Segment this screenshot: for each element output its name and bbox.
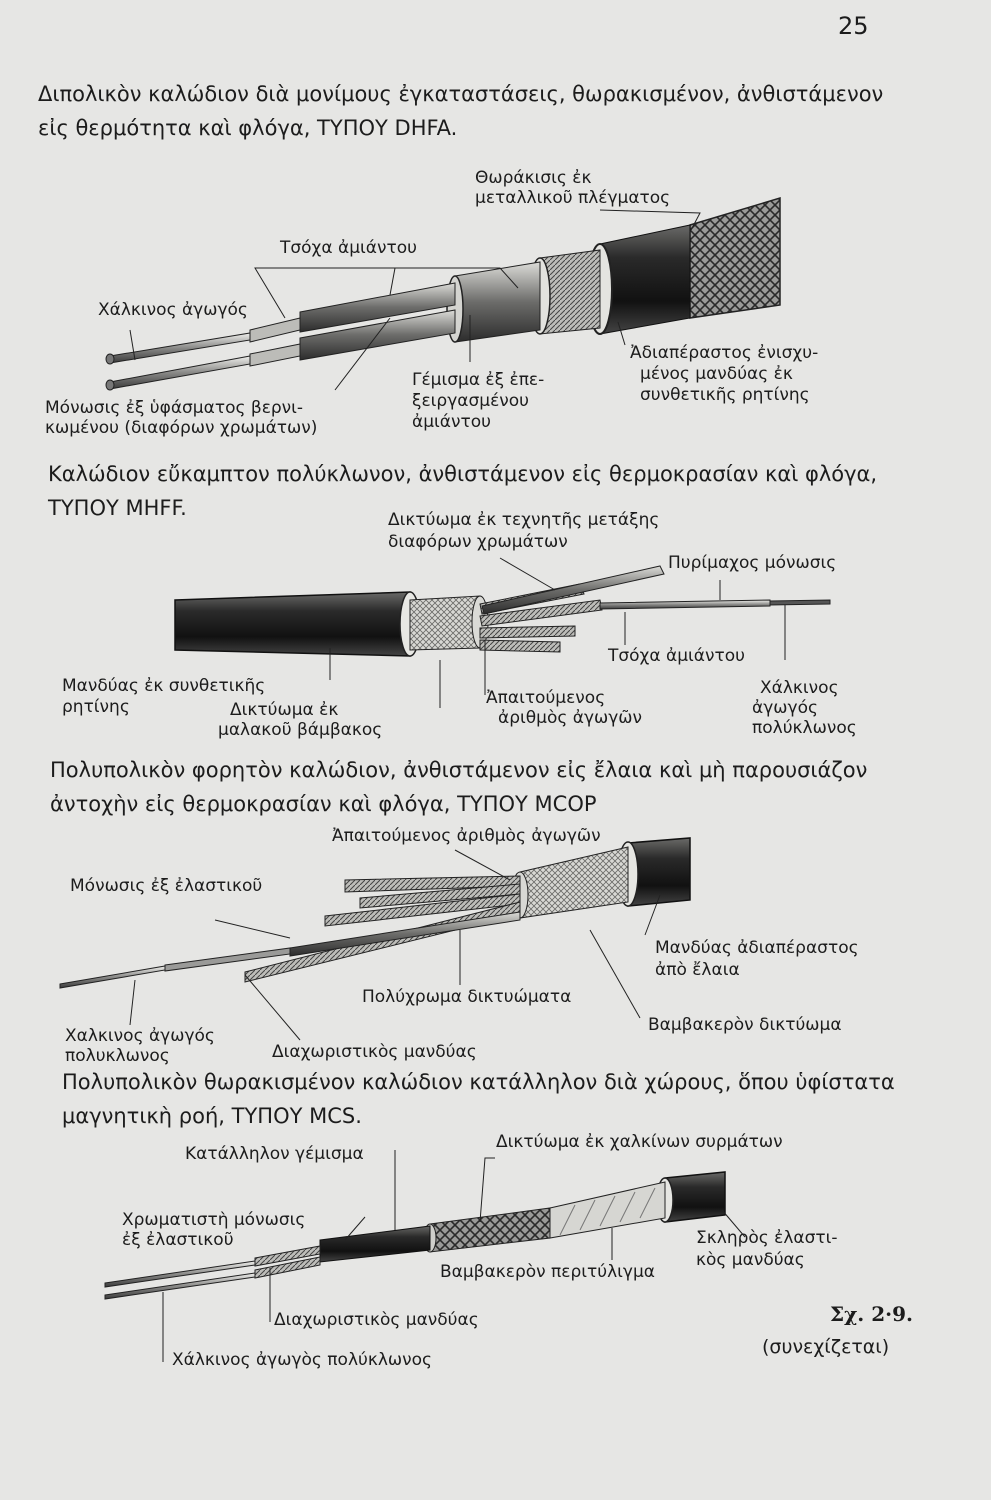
mhff-cable-drawing bbox=[175, 558, 830, 708]
mcop-label-separator: Διαχωριστικὸς μανδύας bbox=[272, 1042, 477, 1062]
dhfa-label-sheath-2: μένος μανδύας ἐκ bbox=[640, 364, 793, 384]
mcs-label-copper-braid: Δικτύωμα ἐκ χαλκίνων συρμάτων bbox=[496, 1132, 783, 1152]
dhfa-label-sheath-3: συνθετικῆς ρητίνης bbox=[640, 385, 810, 405]
mhff-label-sheath-1: Μανδύας ἐκ συνθετικῆς bbox=[62, 676, 266, 696]
page-number: 25 bbox=[838, 12, 869, 40]
mcop-caption-line-2: ἀντοχὴν εἰς θερμοκρασίαν καὶ φλόγα, ΤΥΠΟΥ MCOP bbox=[50, 792, 597, 816]
mhff-label-asbestos-braid: Τσόχα ἀμιάντου bbox=[608, 646, 745, 666]
mcop-label-oil-sheath-2: ἀπὸ ἔλαια bbox=[655, 960, 740, 980]
mcs-label-copper-stranded: Χάλκινος ἀγωγὸς πολύκλωνος bbox=[172, 1350, 433, 1370]
mcs-label-separator: Διαχωριστικὸς μανδύας bbox=[274, 1310, 479, 1330]
figure-label: Σχ. 2·9. bbox=[830, 1302, 913, 1326]
mhff-label-copper-3: πολύκλωνος bbox=[752, 718, 857, 738]
mcop-label-oil-sheath-1: Μανδύας ἀδιαπέραστος bbox=[655, 938, 859, 958]
dhfa-label-copper-conductor: Χάλκινος ἀγωγός bbox=[98, 300, 248, 320]
mhff-caption-line-1: Καλώδιον εὔκαμπτον πολύκλωνον, ἀνθιστάμενον εἰς θερμοκρασίαν καὶ φλόγα, bbox=[48, 462, 878, 486]
mhff-label-silk-braid-2: διαφόρων χρωμάτων bbox=[388, 532, 568, 552]
mcs-label-hard-sheath-1: Σκληρὸς ἐλαστι- bbox=[696, 1228, 838, 1248]
dhfa-label-armour-2: μεταλλικοῦ πλέγματος bbox=[475, 188, 671, 208]
mcop-label-copper-2: πολυκλωνος bbox=[65, 1046, 170, 1066]
mcop-caption-line-1: Πολυπολικὸν φορητὸν καλώδιον, ἀνθιστάμενον εἰς ἔλαια καὶ μὴ παρουσιάζον bbox=[50, 758, 868, 782]
mhff-label-conductors-1: Ἀπαιτούμενος bbox=[486, 688, 606, 708]
mhff-label-cotton-braid-2: μαλακοῦ βάμβακος bbox=[218, 720, 383, 740]
mcs-label-filler: Κατάλληλον γέμισμα bbox=[185, 1144, 364, 1164]
mcop-label-rubber-insulation: Μόνωσις ἐξ ἐλαστικοῦ bbox=[70, 876, 263, 896]
mcs-label-colored-rubber-2: ἐξ ἐλαστικοῦ bbox=[122, 1230, 234, 1250]
mcs-caption-line-2: μαγνητικὴ ροή, ΤΥΠΟΥ MCS. bbox=[62, 1104, 362, 1128]
mhff-label-copper-2: ἀγωγός bbox=[752, 698, 818, 718]
mcop-cable-drawing bbox=[60, 838, 690, 1040]
mhff-label-silk-braid-1: Δικτύωμα ἐκ τεχνητῆς μετάξης bbox=[388, 510, 660, 530]
mcs-label-hard-sheath-2: κὸς μανδύας bbox=[696, 1250, 805, 1270]
dhfa-label-filler-2: ξειργασμένου bbox=[412, 391, 529, 411]
mhff-label-sheath-2: ρητίνης bbox=[62, 697, 130, 717]
dhfa-caption-line-2: εἰς θερμότητα καὶ φλόγα, ΤΥΠΟΥ DHFA. bbox=[38, 116, 458, 140]
dhfa-label-armour-1: Θωράκισις ἐκ bbox=[475, 168, 592, 188]
continued-note: (συνεχίζεται) bbox=[762, 1336, 890, 1358]
mhff-label-conductors-2: ἀριθμὸς ἀγωγῶν bbox=[498, 708, 643, 728]
mcop-label-colored-braids: Πολύχρωμα δικτυώματα bbox=[362, 987, 572, 1007]
dhfa-caption-line-1: Διπολικὸν καλώδιον διὰ μονίμους ἐγκαταστάσεις, θωρακισμένον, ἀνθιστάμενον bbox=[38, 82, 884, 106]
mcs-label-colored-rubber-1: Χρωματιστὴ μόνωσις bbox=[122, 1210, 306, 1230]
mcop-label-conductors: Ἀπαιτούμενος ἀριθμὸς ἀγωγῶν bbox=[332, 826, 601, 846]
dhfa-label-filler-1: Γέμισμα ἐξ ἐπε- bbox=[412, 370, 545, 390]
mhff-label-cotton-braid-1: Δικτύωμα ἐκ bbox=[230, 700, 339, 720]
mcop-label-cotton-braid: Βαμβακερὸν δικτύωμα bbox=[648, 1015, 842, 1035]
dhfa-label-sheath-1: Ἀδιαπέραστος ἐνισχυ- bbox=[630, 343, 819, 363]
dhfa-label-insulation-2: κωμένου (διαφόρων χρωμάτων) bbox=[45, 418, 318, 438]
dhfa-label-asbestos-braid: Τσόχα ἀμιάντου bbox=[280, 238, 417, 258]
dhfa-label-filler-3: ἀμιάντου bbox=[412, 412, 491, 432]
mhff-label-fireproof-insulation: Πυρίμαχος μόνωσις bbox=[668, 553, 837, 573]
mcs-caption-line-1: Πολυπολικὸν θωρακισμένον καλώδιον κατάλληλον διὰ χώρους, ὅπου ὑφίστατα bbox=[62, 1070, 895, 1094]
dhfa-label-insulation-1: Μόνωσις ἐξ ὑφάσματος βερνι- bbox=[45, 398, 304, 418]
mhff-caption-line-2: ΤΥΠΟΥ MHFF. bbox=[48, 496, 187, 520]
mcs-label-cotton-wrap: Βαμβακερὸν περιτύλιγμα bbox=[440, 1262, 655, 1282]
mhff-label-copper-1: Χάλκινος bbox=[760, 678, 839, 698]
mcop-label-copper-1: Χαλκινος ἀγωγός bbox=[65, 1026, 215, 1046]
